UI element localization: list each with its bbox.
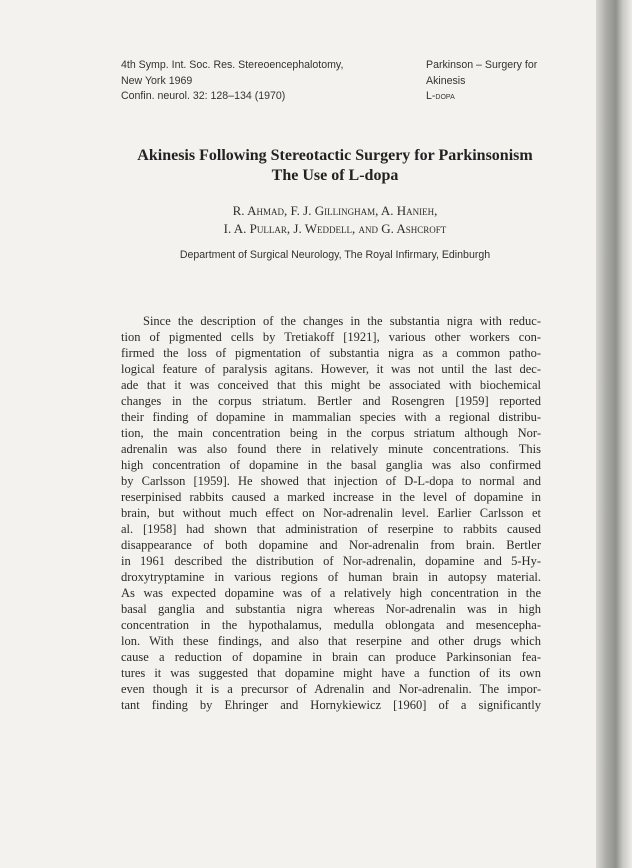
article-title: [100, 146, 570, 186]
body-line: adrenalin was also found there in relatively minute concentrations. This: [121, 442, 541, 456]
body-line: firmed the loss of pigmentation of substantia nigra as a common patho-: [121, 346, 541, 360]
body-line: disappearance of both dopamine and Nor-adrenalin from brain. Bertler: [121, 538, 541, 552]
body-line: logical feature of paralysis agitans. However, it was not until the last dec-: [121, 362, 541, 376]
body-line: by Carlsson [1959]. He showed that injection of D-L-dopa to normal and: [121, 474, 541, 488]
body-line: changes in the corpus striatum. Bertler and Rosengren [1959] reported: [121, 394, 541, 408]
keyword-line-2: Akinesis: [426, 74, 466, 87]
citation-line-3: Confin. neurol. 32: 128–134 (1970): [121, 90, 286, 102]
author-line-2: I. A. Pullar, J. Weddell, and G. Ashcroft: [223, 221, 447, 236]
title-line-2: The Use of L-dopa: [271, 167, 399, 184]
body-line: in 1961 described the distribution of Nor-adrenalin, dopamine and 5-Hy-: [121, 554, 541, 568]
body-line: tant finding by Ehringer and Hornykiewicz [1960] of a significantly: [121, 698, 541, 712]
affiliation: Department of Surgical Neurology, The Royal Infirmary, Edinburgh: [179, 249, 491, 261]
body-line: lon. With these findings, and also that reserpine and other drugs which: [121, 634, 541, 648]
body-line: al. [1958] had shown that administration of reserpine to rabbits caused: [121, 522, 541, 536]
citation-line-2: New York 1969: [121, 74, 193, 87]
body-line: concentration in the hypothalamus, medulla oblongata and mesencepha-: [121, 618, 541, 632]
body-line: cause a reduction of dopamine in brain can produce Parkinsonian fea-: [121, 650, 541, 664]
article-body: [121, 313, 541, 713]
author-list: [100, 202, 570, 238]
body-line: reserpinised rabbits caused a marked increase in the level of dopamine in: [121, 490, 541, 504]
body-line: Since the description of the changes in the substantia nigra with reduc-: [143, 314, 541, 328]
citation-header: [121, 58, 411, 105]
keywords-header: [426, 58, 566, 105]
body-line: tures it was suggested that dopamine might have a function of its own: [121, 666, 541, 680]
body-line: droxytryptamine in various regions of human brain in autopsy material.: [121, 570, 541, 584]
body-line: tion, the main concentration being in the corpus striatum although Nor-: [121, 426, 541, 440]
body-line: even though it is a precursor of Adrenalin and Nor-adrenalin. The impor-: [121, 682, 541, 696]
body-line: As was expected dopamine was of a relatively high concentration in the: [121, 586, 541, 600]
body-line: high concentration of dopamine in the basal ganglia was also confirmed: [121, 458, 541, 472]
keyword-line-3: L-dopa: [426, 90, 455, 102]
body-line: tion of pigmented cells by Tretiakoff [1921], various other workers con-: [121, 330, 541, 344]
title-line-1: Akinesis Following Stereotactic Surgery for Parkinsonism: [137, 147, 533, 164]
keyword-line-1: Parkinson – Surgery for: [426, 59, 538, 71]
scan-binding-edge: [596, 0, 632, 868]
body-line: basal ganglia and substantia nigra whereas Nor-adrenalin was in high: [121, 602, 541, 616]
body-line: their finding of dopamine in mammalian species with a regional distribu-: [121, 410, 541, 424]
author-line-1: R. Ahmad, F. J. Gillingham, A. Hanieh,: [232, 203, 438, 218]
body-line: ade that it was conceived that this might be associated with biochemical: [121, 378, 541, 392]
citation-line-1: 4th Symp. Int. Soc. Res. Stereoencephalotomy,: [121, 59, 344, 71]
body-line: brain, but without much effect on Nor-adrenalin level. Earlier Carlsson et: [121, 506, 541, 520]
